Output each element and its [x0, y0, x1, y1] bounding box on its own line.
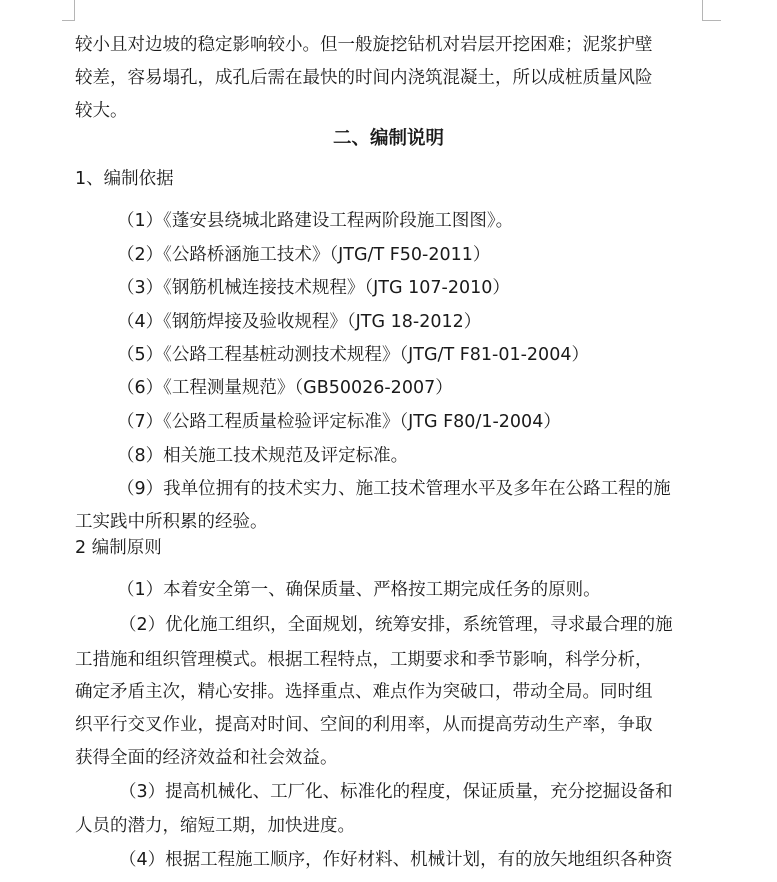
- principle-paragraph-1: （1）本着安全第一、确保质量、严格按工期完成任务的原则。: [117, 580, 601, 600]
- basis-item: （5）《公路工程基桩动测技术规程》（JTG/T F81-01-2004）: [117, 345, 589, 365]
- basis-item: （1）《蓬安县绕城北路建设工程两阶段施工图图》。: [117, 211, 514, 231]
- basis-item: （6）《工程测量规范》（GB50026-2007）: [117, 378, 453, 398]
- principle-paragraph-3-line: 人员的潜力，缩短工期，加快进度。: [75, 816, 355, 836]
- principle-paragraph-2-line: 确定矛盾主次，精心安排。选择重点、难点作为突破口，带动全局。同时组: [75, 682, 653, 702]
- principle-paragraph-4-line: （4）根据工程施工顺序，作好材料、机械计划，有的放矢地组织各种资: [119, 850, 673, 870]
- crop-mark-right: [702, 0, 721, 21]
- principles-heading: 2 编制原则: [75, 538, 162, 558]
- principle-paragraph-2-line: 织平行交叉作业，提高对时间、空间的利用率，从而提高劳动生产率，争取: [75, 715, 653, 735]
- basis-item: （3）《钢筋机械连接技术规程》（JTG 107-2010）: [117, 278, 510, 298]
- basis-item: （2）《公路桥涵施工技术》（JTG/T F50-2011）: [117, 245, 491, 265]
- basis-item: （8）相关施工技术规范及评定标准。: [117, 446, 409, 466]
- basis-item-continuation: 工实践中所积累的经验。: [75, 512, 268, 532]
- basis-item: （7）《公路工程质量检验评定标准》（JTG F80/1-2004）: [117, 412, 561, 432]
- crop-mark-left: [62, 0, 75, 21]
- basis-heading: 1、编制依据: [75, 169, 174, 189]
- principle-paragraph-2-line: 获得全面的经济效益和社会效益。: [75, 748, 338, 768]
- intro-line: 较小且对边坡的稳定影响较小。但一般旋挖钻机对岩层开挖困难；泥浆护壁: [75, 35, 653, 55]
- basis-item: （4）《钢筋焊接及验收规程》（JTG 18-2012）: [117, 312, 482, 332]
- basis-item: （9）我单位拥有的技术实力、施工技术管理水平及多年在公路工程的施: [117, 479, 671, 499]
- principle-paragraph-2-line: 工措施和组织管理模式。根据工程特点，工期要求和季节影响，科学分析，: [75, 650, 653, 670]
- intro-line: 较差，容易塌孔，成孔后需在最快的时间内浇筑混凝土，所以成桩质量风险: [75, 68, 653, 88]
- principle-paragraph-2-line: （2）优化施工组织，全面规划，统筹安排，系统管理，寻求最合理的施: [119, 615, 673, 635]
- section-title: 二、编制说明: [332, 128, 444, 149]
- principle-paragraph-3-line: （3）提高机械化、工厂化、标准化的程度，保证质量，充分挖掘设备和: [119, 782, 673, 802]
- intro-line: 较大。: [75, 101, 128, 121]
